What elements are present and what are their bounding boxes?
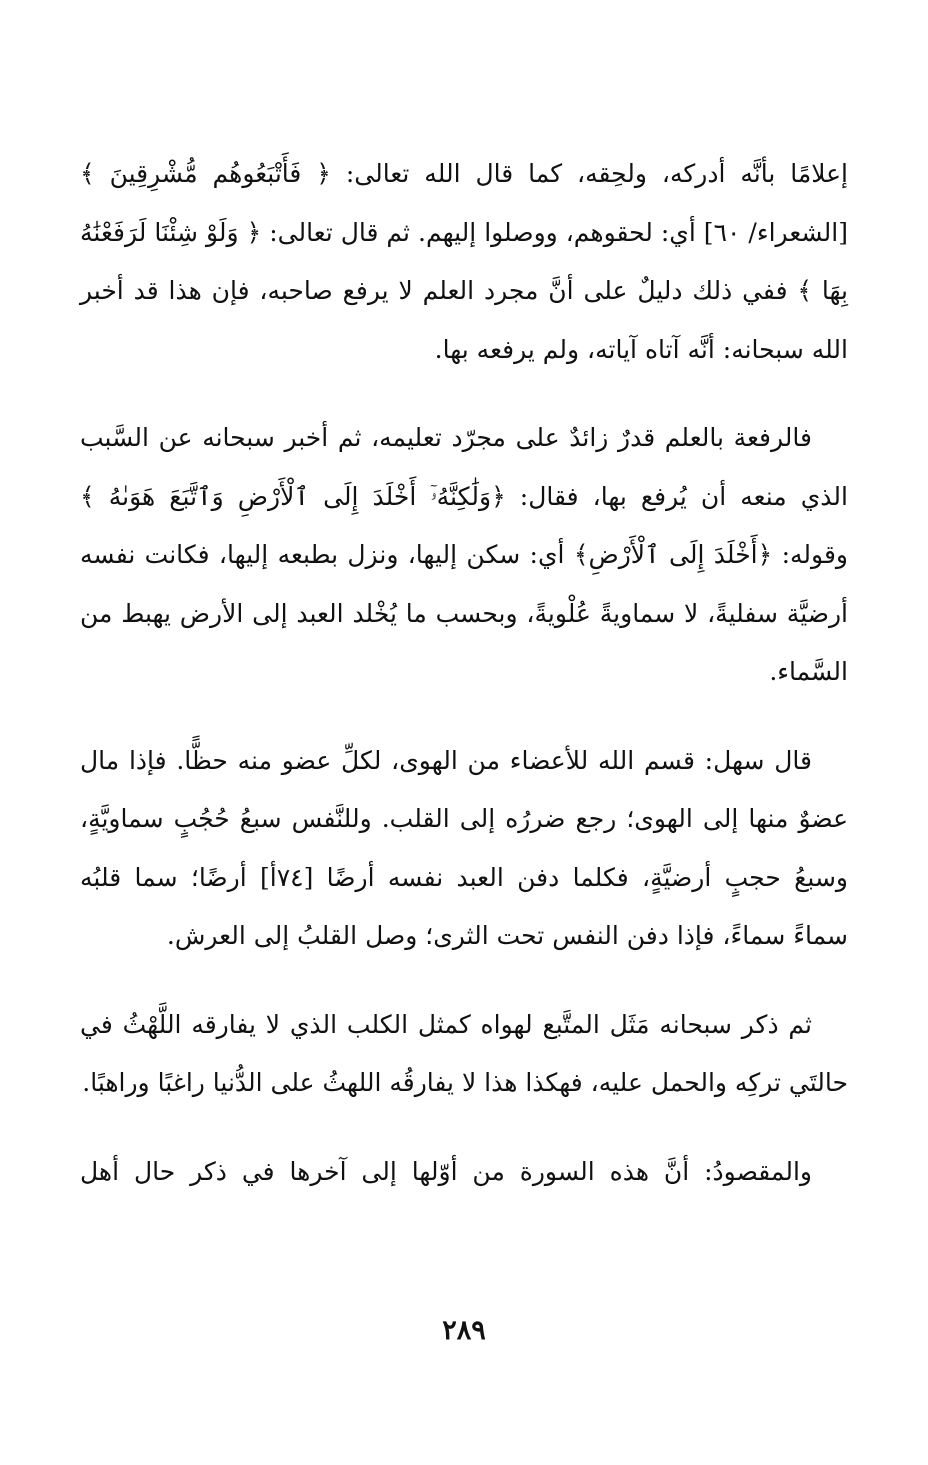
paragraph-4: ثم ذكر سبحانه مَثَل المتَّبع لهواه كمثل الكلب الذي لا يفارقه اللَّهْثُ في حالتَي تركِه والحمل عليه، فهكذا هذا لا يفارقُه اللهثُ على الدُّنيا راغبًا وراهبًا. (80, 1009, 848, 1097)
paragraph-1: إعلامًا بأنَّه أدركه، ولحِقه، كما قال الله تعالى: ﴿ فَأَتْبَعُوهُم مُّشْرِقِينَ ﴾ [الشعراء/ ٦٠] أي: لحقوهم، ووصلوا إليهم. ثم قال تعالى: ﴿ وَلَوْ شِئْنَا لَرَفَعْنَٰهُ بِهَا ﴾ ففي ذلك دليلٌ على أنَّ مجرد العلم لا يرفع صاحبه، فإن هذا قد أخبر الله سبحانه: أنَّه آتاه آياته، ولم يرفعه بها. (80, 159, 849, 364)
paragraph-2: فالرفعة بالعلم قدرٌ زائدٌ على مجرّد تعليمه، ثم أخبر سبحانه عن السَّبب الذي منعه أن يُرفع بها، فقال: ﴿وَلَٰكِنَّهُۥٓ أَخْلَدَ إِلَى ٱلْأَرْضِ وَٱتَّبَعَ هَوَىٰهُ ﴾ وقوله: ﴿أَخْلَدَ إِلَى ٱلْأَرْضِ﴾ أي: سكن إليها، ونزل بطبعه إليها، فكانت نفسه أرضيَّة سفليةً، لا سماويةً عُلْويةً، وبحسب ما يُخْلد العبد إلى الأرض يهبط من السَّماء. (80, 423, 848, 686)
paragraph-3: قال سهل: قسم الله للأعضاء من الهوى، لكلِّ عضو منه حظًّا. فإذا مال عضوٌ منها إلى الهوى؛ رجع ضررُه إلى القلب. وللنَّفس سبعُ حُجُبٍ سماويَّةٍ، وسبعُ حجبٍ أرضيَّةٍ، فكلما دفن العبد نفسه أرضًا [٧٤أ] أرضًا؛ سما قلبُه سماءً سماءً، فإذا دفن النفس تحت الثرى؛ وصل القلبُ إلى العرش. (80, 745, 848, 950)
page-number: ٢٨٩ (442, 1315, 486, 1346)
paragraph-5: والمقصودُ: أنَّ هذه السورة من أوّلها إلى آخرها في ذكر حال أهل (80, 1156, 813, 1186)
page-body (80, 145, 848, 1231)
